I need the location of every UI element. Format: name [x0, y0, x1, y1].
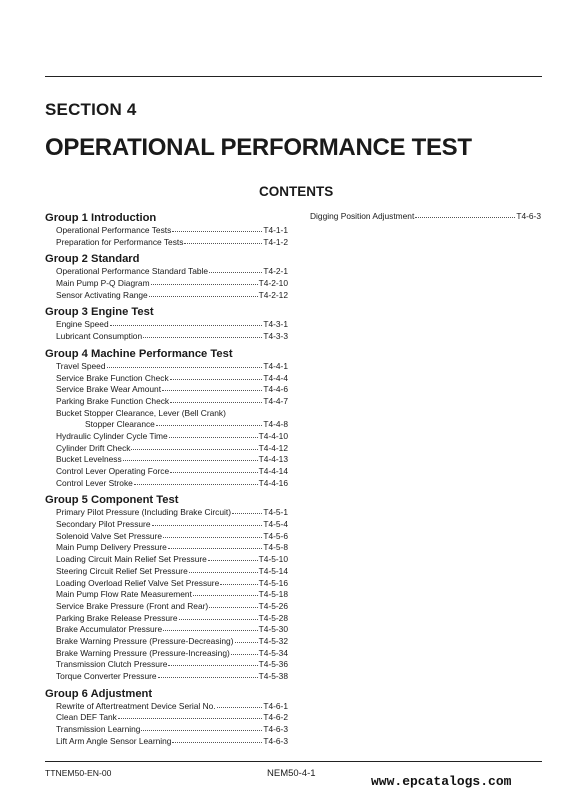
toc-entry-page: T4-5-26 — [258, 600, 288, 611]
toc-entry[interactable] — [310, 211, 541, 223]
toc-entry-page: T4-5-10 — [258, 554, 288, 565]
toc-group-title[interactable]: Group 3 Engine Test — [45, 306, 154, 319]
toc-entry-title: Secondary Pilot Pressure — [56, 519, 151, 530]
watermark-text: www.epcatalogs.com — [371, 774, 512, 789]
toc-entry-title: Travel Speed — [56, 360, 106, 371]
toc-entry[interactable] — [45, 466, 288, 478]
dot-leader — [131, 443, 257, 450]
toc-entry-page: T4-2-10 — [258, 278, 288, 289]
dot-leader — [141, 724, 262, 731]
dot-leader — [151, 278, 258, 285]
toc-entry-title: Cylinder Drift Check — [56, 442, 131, 453]
dot-leader — [134, 478, 258, 485]
toc-entry-page: T4-6-3 — [263, 724, 288, 735]
toc-entry-title: Control Lever Operating Force — [56, 466, 170, 476]
toc-entry-page: T4-3-3 — [263, 331, 288, 342]
toc-entry-title: Stopper Clearance — [85, 419, 155, 430]
toc-entry[interactable] — [45, 531, 288, 543]
toc-entry-page: T4-4-14 — [258, 466, 288, 476]
toc-entry[interactable] — [45, 648, 288, 660]
page-title: OPERATIONAL PERFORMANCE TEST — [45, 134, 472, 161]
dot-leader — [168, 542, 263, 549]
toc-entry-title: Preparation for Performance Tests — [56, 236, 184, 247]
toc-entry-title: Engine Speed — [56, 319, 109, 330]
dot-leader — [170, 396, 262, 403]
toc-entry-page: T4-4-6 — [263, 384, 288, 395]
dot-leader — [193, 589, 258, 596]
toc-entry-page: T4-5-4 — [263, 519, 288, 530]
toc-group — [45, 305, 288, 342]
dot-leader — [156, 419, 262, 426]
section-label: SECTION 4 — [45, 100, 137, 119]
toc-entry[interactable] — [45, 519, 288, 531]
toc-entry-title: Digging Position Adjustment — [310, 211, 415, 221]
dot-leader — [163, 624, 258, 631]
toc-entry-title: Rewrite of Aftertreatment Device Serial No. — [56, 700, 216, 711]
toc-entry-page: T4-4-1 — [263, 360, 288, 371]
dot-leader — [231, 648, 258, 655]
dot-leader — [172, 736, 262, 743]
toc-entry[interactable] — [45, 319, 288, 331]
dot-leader — [170, 466, 258, 473]
toc-entry-title: Parking Brake Release Pressure — [56, 612, 178, 623]
toc-entry-page: T4-6-3 — [263, 735, 288, 746]
toc-entry-title: Control Lever Stroke — [56, 477, 133, 488]
toc-entry-title: Solenoid Valve Set Pressure — [56, 530, 162, 541]
toc-entry-page: T4-4-13 — [258, 454, 288, 465]
toc-entry-title: Operational Performance Standard Table — [56, 266, 209, 277]
toc-entry-title: Lubricant Consumption — [56, 331, 143, 342]
dot-leader — [172, 225, 262, 232]
toc-entry[interactable] — [45, 636, 288, 648]
toc-entry[interactable] — [45, 408, 288, 420]
toc-entry-page: T4-5-18 — [258, 589, 288, 600]
toc-entry[interactable] — [45, 237, 288, 249]
toc-entry-title: Steering Circuit Relief Set Pressure — [56, 565, 188, 576]
toc-entry[interactable] — [45, 578, 288, 590]
toc-entry-page: T4-6-1 — [263, 700, 288, 711]
toc-group — [45, 347, 288, 490]
toc-entry[interactable] — [45, 266, 288, 278]
toc-left-column — [45, 211, 288, 751]
toc-entry-page: T4-5-34 — [258, 647, 288, 658]
toc-entry[interactable] — [45, 361, 288, 373]
toc-entry[interactable] — [45, 542, 288, 554]
contents-heading: CONTENTS — [259, 184, 334, 199]
dot-leader — [162, 384, 262, 391]
toc-entry[interactable] — [45, 659, 288, 671]
toc-entry-title: Bucket Stopper Clearance, Lever (Bell Crank) — [56, 407, 226, 418]
toc-entry[interactable] — [45, 373, 288, 385]
toc-entry-title: Operational Performance Tests — [56, 225, 172, 235]
dot-leader — [149, 290, 258, 297]
toc-group-title[interactable]: Group 4 Machine Performance Test — [45, 347, 233, 360]
toc-entry-title: Service Brake Wear Amount — [56, 384, 162, 395]
toc-entry[interactable] — [45, 736, 288, 748]
toc-entry[interactable] — [45, 443, 288, 455]
dot-leader — [208, 554, 258, 561]
toc-entry-title: Transmission Clutch Pressure — [56, 659, 168, 670]
toc-entry-page: T4-5-36 — [258, 659, 288, 670]
toc-entry-title: Parking Brake Function Check — [56, 395, 170, 406]
dot-leader — [220, 578, 257, 585]
toc-group-title[interactable]: Group 6 Adjustment — [45, 687, 153, 700]
toc-entry[interactable] — [45, 384, 288, 396]
bottom-rule — [45, 761, 542, 762]
toc-group-title[interactable]: Group 1 Introduction — [45, 212, 157, 224]
toc-entry[interactable] — [45, 554, 288, 566]
toc-entry[interactable] — [45, 419, 288, 431]
toc-entry-page: T4-2-1 — [263, 266, 288, 277]
toc-entry-title: Clean DEF Tank — [56, 712, 117, 723]
toc-entry-page: T4-5-16 — [258, 577, 288, 588]
toc-entry-title: Torque Converter Pressure — [56, 671, 157, 681]
toc-entry-title: Hydraulic Cylinder Cycle Time — [56, 430, 168, 441]
footer-page-number: NEM50-4-1 — [267, 768, 316, 779]
toc-entry-title: Loading Overload Relief Valve Set Pressure — [56, 577, 220, 588]
toc-entry-page: T4-4-10 — [258, 430, 288, 441]
dot-leader — [209, 266, 262, 273]
dot-leader — [118, 712, 263, 719]
toc-entry-page: T4-5-1 — [263, 507, 288, 518]
toc-entry-title: Sensor Activating Range — [56, 289, 148, 300]
dot-leader — [179, 613, 258, 620]
toc-entry-page: T4-4-7 — [263, 395, 288, 406]
toc-entry-page: T4-3-1 — [263, 319, 288, 330]
dot-leader — [169, 431, 258, 438]
dot-leader — [189, 566, 258, 573]
toc-entry-page: T4-1-1 — [263, 225, 288, 235]
toc-entry[interactable] — [45, 566, 288, 578]
toc-entry[interactable] — [45, 724, 288, 736]
toc-entry[interactable] — [45, 278, 288, 290]
toc-entry-page: T4-1-2 — [263, 236, 288, 247]
toc-entry-title: Primary Pilot Pressure (Including Brake Circuit) — [56, 507, 231, 518]
dot-leader — [184, 237, 262, 244]
toc-group-title[interactable]: Group 2 Standard — [45, 253, 140, 266]
dot-leader — [143, 331, 262, 338]
toc-entry-page: T4-5-14 — [258, 565, 288, 576]
toc-entry-page: T4-6-2 — [263, 712, 288, 723]
toc-group — [45, 211, 288, 248]
toc-entry-page: T4-5-28 — [258, 612, 288, 623]
toc-entry-page: T4-4-12 — [258, 442, 288, 453]
toc-entry[interactable] — [45, 671, 288, 683]
toc-entry-title: Brake Accumulator Pressure — [56, 624, 163, 635]
toc-entry-title: Transmission Learning — [56, 724, 141, 735]
dot-leader — [123, 454, 258, 461]
toc-entry-page: T4-5-38 — [258, 671, 288, 681]
toc-entry-page: T4-4-8 — [263, 419, 288, 430]
toc-entry-title: Service Brake Pressure (Front and Rear) — [56, 600, 209, 611]
toc-entry-page: T4-2-12 — [258, 289, 288, 300]
toc-group — [45, 252, 288, 301]
dot-leader — [168, 659, 257, 666]
toc-entry[interactable] — [45, 454, 288, 466]
toc-entry-title: Brake Warning Pressure (Pressure-Increasing) — [56, 647, 230, 658]
toc-entry-title: Main Pump P-Q Diagram — [56, 278, 150, 289]
toc-entry[interactable] — [45, 712, 288, 724]
dot-leader — [170, 373, 263, 380]
toc-entry-page: T4-5-6 — [263, 530, 288, 541]
dot-leader — [232, 507, 262, 514]
toc-entry-title: Lift Arm Angle Sensor Learning — [56, 735, 172, 746]
dot-leader — [163, 531, 262, 538]
toc-entry-title: Bucket Levelness — [56, 454, 122, 465]
toc-entry[interactable] — [45, 478, 288, 490]
toc-entry-page: T4-6-3 — [516, 211, 541, 221]
footer-doc-code: TTNEM50-EN-00 — [45, 768, 112, 778]
top-rule — [45, 76, 542, 77]
dot-leader — [235, 636, 258, 643]
toc-entry[interactable] — [45, 431, 288, 443]
toc-entry-title: Loading Circuit Main Relief Set Pressure — [56, 554, 207, 565]
dot-leader — [110, 319, 263, 326]
dot-leader — [217, 701, 263, 708]
toc-entry-title: Service Brake Function Check — [56, 372, 169, 383]
toc-entry-page: T4-4-4 — [263, 372, 288, 383]
toc-entry-page: T4-4-16 — [258, 477, 288, 488]
toc-entry-page: T4-5-8 — [263, 542, 288, 553]
toc-entry-title: Main Pump Flow Rate Measurement — [56, 589, 192, 600]
toc-entry-page: T4-5-30 — [258, 624, 288, 635]
toc-entry[interactable] — [45, 396, 288, 408]
toc-group — [45, 493, 288, 682]
dot-leader — [158, 671, 258, 678]
toc-entry[interactable] — [45, 601, 288, 613]
toc-entry[interactable] — [45, 225, 288, 237]
toc-group-title[interactable]: Group 5 Component Test — [45, 494, 179, 507]
toc-entry[interactable] — [45, 331, 288, 343]
toc-right-column — [310, 211, 541, 223]
toc-entry-title: Brake Warning Pressure (Pressure-Decreasing) — [56, 635, 234, 646]
toc-entry-page: T4-5-32 — [258, 635, 288, 646]
dot-leader — [152, 519, 263, 526]
toc-entry[interactable] — [45, 701, 288, 713]
dot-leader — [209, 601, 257, 608]
toc-entry-title: Main Pump Delivery Pressure — [56, 542, 167, 553]
toc-entry[interactable] — [45, 624, 288, 636]
dot-leader — [415, 211, 515, 218]
toc-entry[interactable] — [45, 613, 288, 625]
toc-entry[interactable] — [45, 290, 288, 302]
toc-entry[interactable] — [45, 507, 288, 519]
dot-leader — [107, 361, 263, 368]
toc-entry[interactable] — [45, 589, 288, 601]
toc-group — [45, 687, 288, 748]
